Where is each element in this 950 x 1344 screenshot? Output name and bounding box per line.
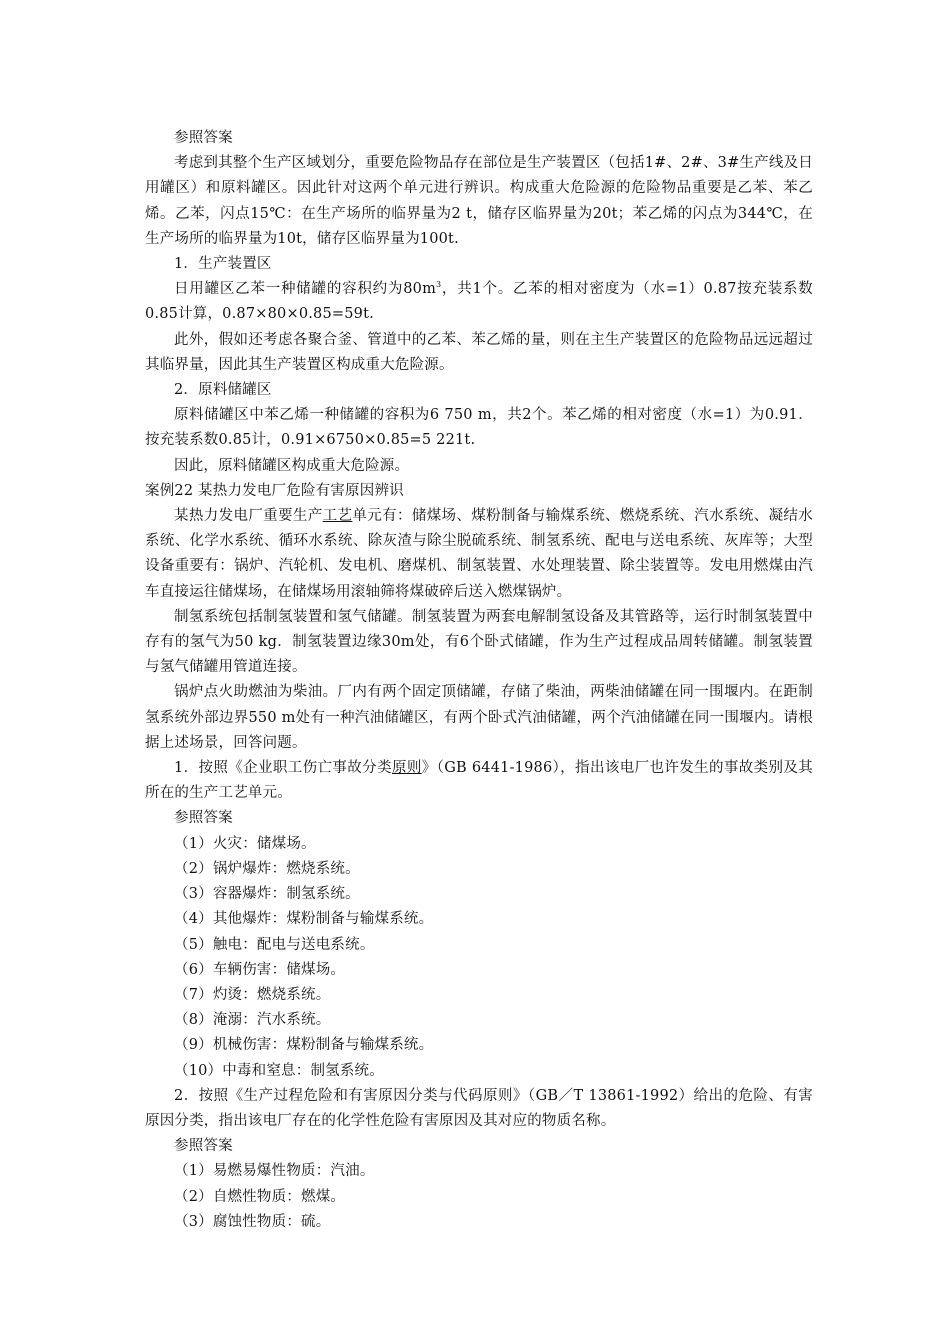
answer-item: （2）锅炉爆炸：燃烧系统。 xyxy=(174,860,360,877)
text-run: ，共1个。乙苯的相对密度为（水=1）0.87按充装系数0.85计算，0.87×80×0.85=59t. xyxy=(145,281,813,323)
document-body xyxy=(145,126,813,1235)
case-title: 案例22 某热力发电厂危险有害原因辨识 xyxy=(145,482,404,499)
question xyxy=(145,756,813,806)
answer-item: （6）车辆伤害：储煤场。 xyxy=(174,961,346,978)
underlined-link-text[interactable]: 工艺 xyxy=(322,508,353,525)
section-heading: 2．原料储罐区 xyxy=(174,382,272,399)
answer-item: （10）中毒和窒息：制氢系统。 xyxy=(174,1062,384,1079)
question: 2．按照《生产过程危险和有害原因分类与代码原则》（GB／T 13861-1992）给出的危险、有害原因分类，指出该电厂存在的化学性危险有害原因及其对应的物质名称。 xyxy=(145,1087,813,1129)
answer-item: （4）其他爆炸：煤粉制备与输煤系统。 xyxy=(174,911,434,928)
text-run: 1．按照《企业职工伤亡事故分类 xyxy=(174,760,392,777)
answer-item: （3）腐蚀性物质：硫。 xyxy=(174,1213,331,1230)
section-heading: 1．生产装置区 xyxy=(174,256,272,273)
answer-item: （9）机械伤害：煤粉制备与输煤系统。 xyxy=(174,1037,434,1054)
answer-heading: 参照答案 xyxy=(174,130,233,146)
underlined-link-text[interactable]: 原则 xyxy=(391,760,422,777)
paragraph: 制氢系统包括制氢装置和氢气储罐。制氢装置为两套电解制氢设备及其管路等，运行时制氢装置中存有的氢气为50 kg．制氢装置边缘30m处，有6个卧式储罐，作为生产过程成品周转储罐。制氢装置与氢气储罐用管道连接。 xyxy=(145,608,813,676)
paragraph xyxy=(145,277,813,327)
paragraph: 此外，假如还考虑各聚合釜、管道中的乙苯、苯乙烯的量，则在主生产装置区的危险物品远远超过其临界量，因此其生产装置区构成重大危险源。 xyxy=(145,331,813,373)
paragraph: 锅炉点火助燃油为柴油。厂内有两个固定顶储罐，存储了柴油，两柴油储罐在同一围堰内。在距制氢系统外部边界550 m处有一种汽油储罐区，有两个卧式汽油储罐，两个汽油储罐在同一围堰内。请根据上述场景，回答问题。 xyxy=(145,684,813,751)
answer-item: （1）易燃易爆性物质：汽油。 xyxy=(174,1163,375,1180)
answer-heading: 参照答案 xyxy=(174,1138,233,1155)
answer-item: （3）容器爆炸：制氢系统。 xyxy=(174,886,360,903)
answer-item: （2）自燃性物质：燃煤。 xyxy=(174,1188,346,1205)
text-run: 某热力发电厂重要生产 xyxy=(174,508,323,525)
answer-item: （1）火灾：储煤场。 xyxy=(174,835,316,852)
paragraph: 考虑到其整个生产区域划分，重要危险物品存在部位是生产装置区（包括1#、2#、3#生产线及日用罐区）和原料罐区。因此针对这两个单元进行辨识。构成重大危险源的危险物品重要是乙苯、苯乙烯。乙苯，闪点15℃：在生产场所的临界量为2 t，储存区临界量为20t；苯乙烯的闪点为344℃，在生产场所的临界量为10t，储存区临界量为100t. xyxy=(145,155,813,247)
paragraph: 因此，原料储罐区构成重大危险源。 xyxy=(174,457,410,474)
answer-item: （7）灼烫：燃烧系统。 xyxy=(174,986,331,1003)
superscript: 3 xyxy=(436,280,442,290)
answer-item: （5）触电：配电与送电系统。 xyxy=(174,936,375,953)
text-run: 》（GB 6441-1986），指出该电厂也许发生的事故类别及其所在的生产工艺单元。 xyxy=(145,760,813,802)
answer-heading: 参照答案 xyxy=(174,810,233,827)
text-run: 单元有：储煤场、煤粉制备与输煤系统、燃烧系统、汽水系统、凝结水系统、化学水系统、循环水系统、除灰渣与除尘脱硫系统、制氢系统、配电与送电系统、灰库等；大型设备重要有：锅炉、汽轮机、发电机、磨煤机、制氢装置、水处理装置、除尘装置等。发电用燃煤由汽车直接运往储煤场，在储煤场用滚轴筛将煤破碎后送入燃煤锅炉。 xyxy=(145,508,813,600)
answer-item: （8）淹溺：汽水系统。 xyxy=(174,1012,331,1029)
text-run: 日用罐区乙苯一种储罐的容积约为80m xyxy=(174,281,437,298)
paragraph: 原料储罐区中苯乙烯一种储罐的容积为6 750 m，共2个。苯乙烯的相对密度（水=1）为0.91．按充装系数0.85计，0.91×6750×0.85=5 221t. xyxy=(145,407,813,449)
paragraph xyxy=(145,504,813,605)
